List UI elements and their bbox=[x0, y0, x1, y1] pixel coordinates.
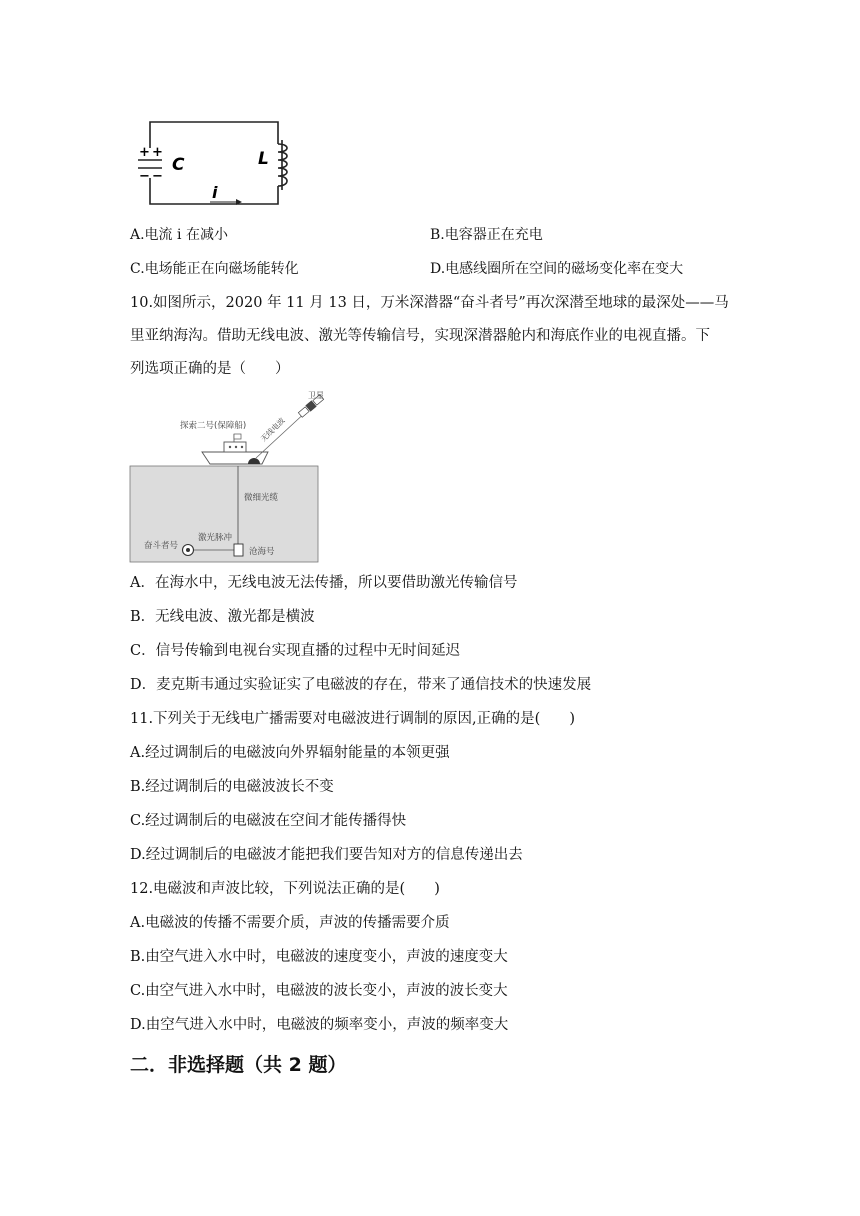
q10-option-a: A．在海水中，无线电波无法传播，所以要借助激光传输信号 bbox=[130, 575, 518, 591]
q11-option-a: A.经过调制后的电磁波向外界辐射能量的本领更强 bbox=[130, 745, 450, 761]
q10-option-b: B．无线电波、激光都是横波 bbox=[130, 609, 315, 625]
radio-wave-label: 无线电波 bbox=[259, 415, 287, 444]
q10-stem-line2: 里亚纳海沟。借助无线电波、激光等传输信号，实现深潜器舱内和海底作业的电视直播。下 bbox=[130, 328, 710, 344]
q11-option-c: C.经过调制后的电磁波在空间才能传播得快 bbox=[130, 813, 407, 829]
cap-minus-left: − bbox=[139, 169, 150, 184]
capacitor-label: C bbox=[172, 155, 185, 175]
q10-option-d: D．麦克斯韦通过实验证实了电磁波的存在，带来了通信技术的快速发展 bbox=[130, 677, 592, 693]
q11-option-b: B.经过调制后的电磁波波长不变 bbox=[130, 779, 334, 795]
laser-label: 激光脉冲 bbox=[198, 533, 233, 543]
q9-option-c: C.电场能正在向磁场能转化 bbox=[130, 261, 299, 277]
fendou-label: 奋斗者号 bbox=[144, 541, 179, 551]
deep-sea-figure bbox=[130, 388, 324, 564]
q12-stem: 12.电磁波和声波比较，下列说法正确的是( ) bbox=[130, 881, 440, 897]
q10-stem-line1: 10.如图所示，2020 年 11 月 13 日，万米深潜器“奋斗者号”再次深潜至地球的最深处——马 bbox=[130, 295, 729, 311]
q10-stem-line3: 列选项正确的是（ ） bbox=[130, 361, 290, 377]
cap-plus-right: + bbox=[152, 145, 163, 160]
q11-option-d: D.经过调制后的电磁波才能把我们要告知对方的信息传递出去 bbox=[130, 847, 523, 863]
cap-plus-left: + bbox=[139, 145, 150, 160]
q9-option-b: B.电容器正在充电 bbox=[430, 227, 543, 243]
q12-option-a: A.电磁波的传播不需要介质，声波的传播需要介质 bbox=[130, 915, 450, 931]
canghai-label: 沧海号 bbox=[249, 547, 275, 557]
satellite-label: 卫星 bbox=[308, 391, 324, 400]
q10-option-c: C．信号传输到电视台实现直播的过程中无时间延迟 bbox=[130, 643, 461, 659]
q12-option-b: B.由空气进入水中时，电磁波的速度变小，声波的速度变大 bbox=[130, 949, 508, 965]
lc-circuit-figure bbox=[130, 110, 300, 214]
q9-option-d: D.电感线圈所在空间的磁场变化率在变大 bbox=[430, 261, 684, 277]
ship-label: 探索二号(保障船) bbox=[180, 421, 247, 431]
q9-option-a: A.电流 i 在减小 bbox=[130, 227, 228, 243]
q12-option-d: D.由空气进入水中时，电磁波的频率变小，声波的频率变大 bbox=[130, 1017, 509, 1033]
section-heading: 二．非选择题（共 2 题） bbox=[130, 1054, 347, 1076]
current-label: i bbox=[212, 183, 218, 202]
q11-stem: 11.下列关于无线电广播需要对电磁波进行调制的原因,正确的是( ) bbox=[130, 711, 575, 727]
cable-label: 微细光缆 bbox=[244, 493, 279, 503]
inductor-label: L bbox=[258, 149, 269, 169]
cap-minus-right: − bbox=[152, 169, 163, 184]
q12-option-c: C.由空气进入水中时，电磁波的波长变小，声波的波长变大 bbox=[130, 983, 508, 999]
